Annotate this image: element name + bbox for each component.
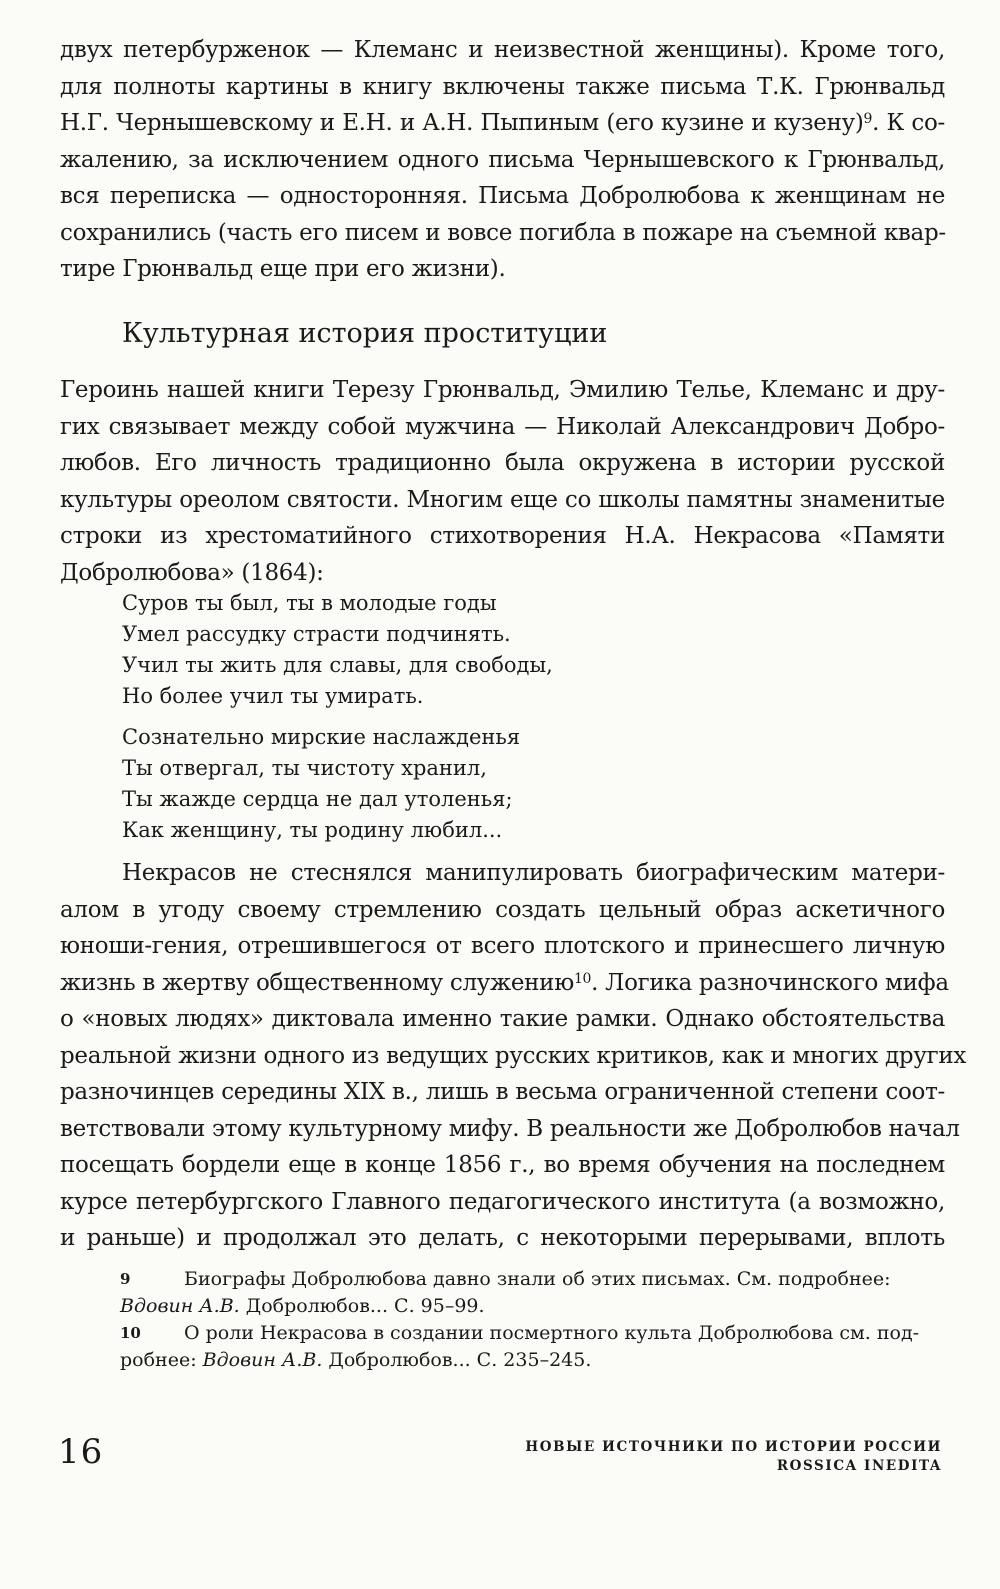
footnote-line	[120, 1347, 945, 1374]
footnote-author: Вдовин А.В.	[202, 1349, 323, 1371]
text-line: гих связывает между собой мужчина — Николай Александрович Добро-	[60, 413, 945, 440]
poem-stanza-1	[122, 588, 822, 712]
poem-line: Учил ты жить для славы, для свободы,	[122, 653, 553, 677]
text-line: разночинцев середины XIX в., лишь в весьма ограниченной степени соот-	[60, 1079, 945, 1105]
text-line: Некрасов не стеснялся манипулировать биографическим матери-	[122, 860, 945, 886]
footnote-line: О роли Некрасова в создании посмертного культа Добролюбова см. под-	[184, 1322, 920, 1344]
text-line: любов. Его личность традиционно была окружена в истории русской	[60, 450, 945, 476]
footnote-citation: Добролюбов... С. 235–245.	[322, 1349, 592, 1371]
running-title-latin: ROSSICA INEDITA	[776, 1458, 942, 1474]
text-line: сохранились (часть его писем и вовсе погибла в пожаре на съемной квар-	[60, 219, 946, 246]
poem-line: Как женщину, ты родину любил...	[122, 818, 503, 842]
text-line: строки из хрестоматийного стихотворения Н.А. Некрасова «Памяти	[60, 523, 945, 549]
footnote-citation: Добролюбов... С. 95–99.	[239, 1295, 485, 1317]
text-line: посещать бордели еще в конце 1856 г., во время обучения на последнем	[60, 1152, 945, 1178]
text-line: юноши-гения, отрешившегося от всего плотского и принесшего личную	[60, 933, 945, 959]
text-line: вся переписка — односторонняя. Письма Добролюбова к женщинам не	[60, 183, 945, 209]
footnote-author: Вдовин А.В.	[120, 1295, 240, 1317]
poem-line: Но более учил ты умирать.	[122, 684, 424, 708]
text-line: для полноты картины в книгу включены также письма Т.К. Грюнвальд	[60, 73, 945, 100]
footnote-9	[120, 1266, 945, 1320]
running-footer	[525, 1438, 942, 1476]
text-line-part: . К со-	[872, 110, 945, 136]
footnote-line	[120, 1293, 945, 1320]
paragraph-3	[60, 855, 967, 1257]
footnote-number: 10	[120, 1324, 141, 1342]
poem-stanza-2	[122, 722, 822, 846]
section-heading: Культурная история проституции	[122, 318, 608, 349]
poem-line: Ты отвергал, ты чистоту хранил,	[122, 756, 487, 780]
text-line: тире Грюнвальд еще при его жизни).	[60, 256, 506, 282]
footnote-ref-10[interactable]: 10	[573, 970, 592, 987]
text-line	[60, 105, 945, 142]
text-line: реальной жизни одного из ведущих русских критиков, как и многих других	[60, 1042, 967, 1069]
footnote-text: робнее:	[120, 1349, 203, 1371]
poem-line: Умел рассудку страсти подчинять.	[122, 622, 511, 646]
paragraph-1	[60, 32, 945, 288]
footnote-line: Биографы Добролюбова давно знали об этих письмах. См. подробнее:	[184, 1268, 891, 1290]
text-line: Героинь нашей книги Терезу Грюнвальд, Эмилию Телье, Клеманс и дру-	[60, 377, 945, 403]
text-line: культуры ореолом святости. Многим еще со школы памятны знаменитые	[60, 486, 945, 513]
text-line	[60, 965, 949, 1002]
running-title-series: НОВЫЕ ИСТОЧНИКИ ПО ИСТОРИИ РОССИИ	[525, 1439, 942, 1455]
footnote-ref-9[interactable]: 9	[863, 111, 873, 127]
poem-line: Сознательно мирские наслажденья	[122, 725, 521, 749]
text-line: двух петербурженок — Клеманс и неизвестной женщины). Кроме того,	[60, 37, 945, 63]
text-line: и раньше) и продолжал это делать, с некоторыми перерывами, вплоть	[60, 1225, 945, 1251]
text-line: жалению, за исключением одного письма Чернышевского к Грюнвальд,	[60, 146, 945, 173]
footnote-10	[120, 1320, 945, 1374]
text-line: о «новых людях» диктовала именно такие рамки. Однако обстоятельства	[60, 1006, 945, 1032]
text-line: курсе петербургского Главного педагогического института (а возможно,	[60, 1188, 945, 1215]
text-line: Добролюбова» (1864):	[60, 559, 324, 586]
poem-line: Суров ты был, ты в молодые годы	[122, 591, 497, 615]
paragraph-2	[60, 372, 945, 591]
text-line: алом в угоду своему стремлению создать цельный образ аскетичного	[60, 896, 945, 923]
page-number: 16	[58, 1432, 104, 1472]
text-line: ветствовали этому культурному мифу. В реальности же Добролюбов начал	[60, 1115, 960, 1142]
poem-line: Ты жажде сердца не дал утоленья;	[122, 787, 513, 811]
text-line-part: Н.Г. Чернышевскому и Е.Н. и А.Н. Пыпиным (его кузине и кузену)	[60, 110, 864, 136]
text-line-part: . Логика разночинского мифа	[591, 969, 949, 996]
footnote-number: 9	[120, 1270, 131, 1288]
text-line-part: жизнь в жертву общественному служению	[60, 969, 574, 996]
